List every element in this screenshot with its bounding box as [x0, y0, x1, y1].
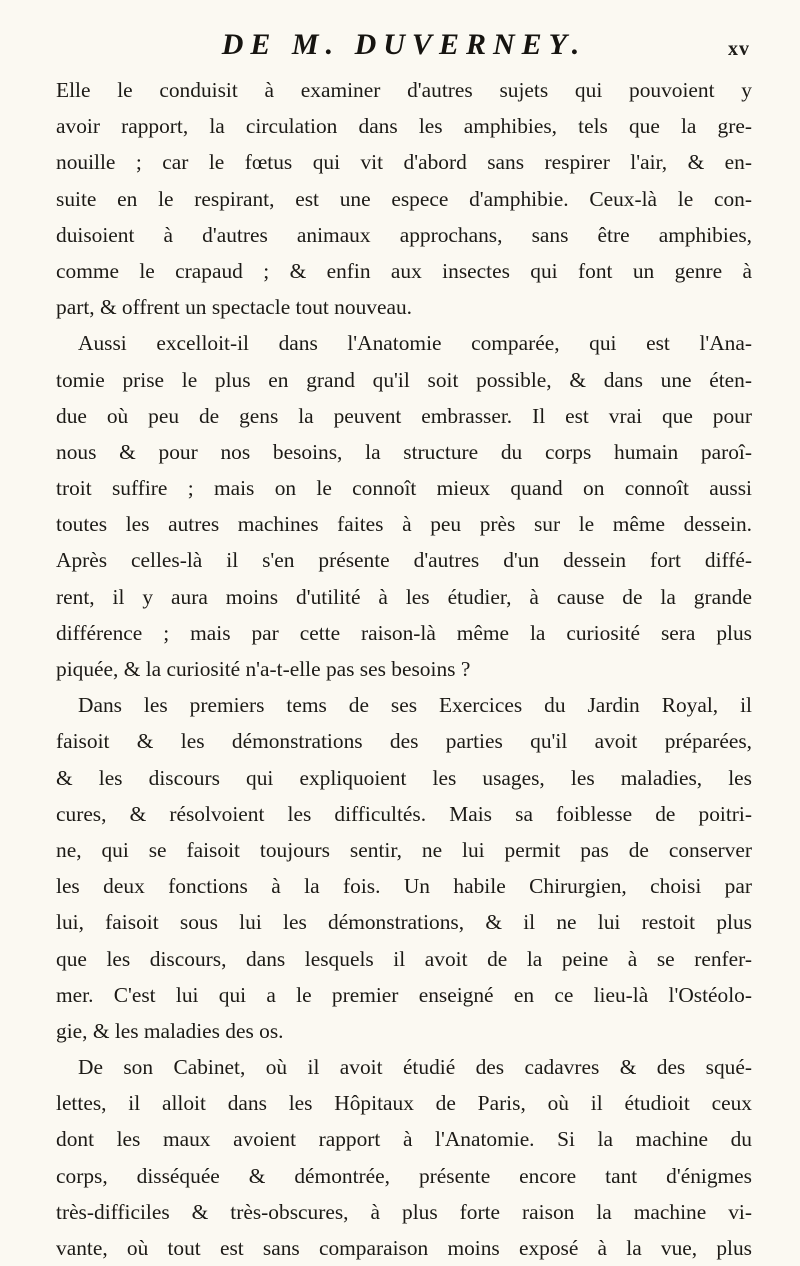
text-line: mer. C'est lui qui a le premier enseigné en ce lieu-là l'Ostéolo-: [56, 982, 752, 1007]
text-line: duisoient à d'autres animaux approchans, sans être amphibies,: [56, 222, 752, 247]
text-line: Dans les premiers tems de ses Exercices du Jardin Royal, il: [78, 693, 752, 718]
text-line: comme le crapaud ; & enfin aux insectes qui font un genre à: [56, 258, 752, 283]
text-line: Aussi excelloit-il dans l'Anatomie comparée, qui est l'Ana-: [78, 331, 752, 356]
text-line: suite en le respirant, est une espece d'amphibie. Ceux-là le con-: [56, 186, 752, 211]
text-line: tomie prise le plus en grand qu'il soit possible, & dans une éten-: [56, 367, 752, 392]
text-line: vante, où tout est sans comparaison moins exposé à la vue, plus: [56, 1236, 752, 1260]
text-line: part, & offrent un spectacle tout nouveau.: [56, 295, 412, 320]
text-line: nous & pour nos besoins, la structure du corps humain paroî-: [56, 439, 752, 464]
text-line: due où peu de gens la peuvent embrasser. Il est vrai que pour: [56, 403, 752, 428]
running-head: [56, 24, 752, 68]
text-line: nouille ; car le fœtus qui vit d'abord sans respirer l'air, & en-: [56, 150, 752, 175]
text-line: piquée, & la curiosité n'a-t-elle pas ses besoins ?: [56, 657, 471, 681]
text-line: faisoit & les démonstrations des parties qu'il avoit préparées,: [56, 729, 752, 754]
text-line: rent, il y aura moins d'utilité à les étudier, à cause de la grande: [56, 584, 752, 609]
text-line: De son Cabinet, où il avoit étudié des cadavres & des squé-: [78, 1055, 752, 1080]
text-line: que les discours, dans lesquels il avoit de la peine à se renfer-: [56, 946, 752, 971]
text-line: les deux fonctions à la fois. Un habile Chirurgien, choisi par: [56, 874, 752, 899]
running-title: DE M. DUVERNEY.: [221, 28, 587, 61]
page-number: xv: [728, 38, 750, 60]
text-line: corps, disséquée & démontrée, présente encore tant d'énigmes: [56, 1163, 752, 1188]
text-line: très-difficiles & très-obscures, à plus forte raison la machine vi-: [56, 1199, 752, 1224]
text-line: lui, faisoit sous lui les démonstrations, & il ne lui restoit plus: [56, 910, 752, 935]
text-line: cures, & résolvoient les difficultés. Mais sa foiblesse de poitri-: [56, 801, 752, 826]
text-line: lettes, il alloit dans les Hôpitaux de Paris, où il étudioit ceux: [56, 1091, 752, 1116]
text-line: & les discours qui expliquoient les usages, les maladies, les: [56, 765, 752, 790]
text-line: dont les maux avoient rapport à l'Anatomie. Si la machine du: [56, 1127, 752, 1152]
text-line: avoir rapport, la circulation dans les amphibies, tels que la gre-: [56, 114, 752, 139]
text-line: Après celles-là il s'en présente d'autres d'un dessein fort diffé-: [56, 548, 752, 573]
text-line: ne, qui se faisoit toujours sentir, ne lui permit pas de conserver: [56, 837, 752, 862]
text-line: gie, & les maladies des os.: [56, 1018, 284, 1043]
body-text: [56, 72, 752, 1266]
text-line: toutes les autres machines faites à peu près sur le même dessein.: [56, 512, 752, 537]
text-line: troit suffire ; mais on le connoît mieux quand on connoît aussi: [56, 476, 752, 501]
text-line: différence ; mais par cette raison-là même la curiosité sera plus: [56, 620, 752, 645]
text-line: Elle le conduisit à examiner d'autres sujets qui pouvoient y: [56, 78, 752, 102]
